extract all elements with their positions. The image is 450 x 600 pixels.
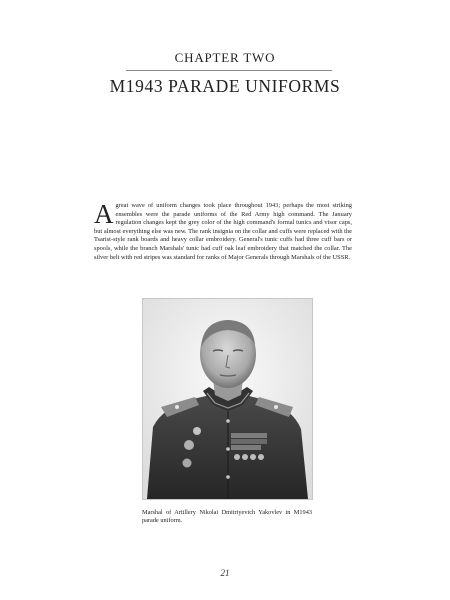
chapter-title: M1943 PARADE UNIFORMS — [109, 76, 341, 96]
photo-caption: Marshal of Artillery Nikolai Dmitriyevich Yakovlev in M1943 parade uniform. — [142, 509, 312, 525]
page-number: 21 — [220, 568, 230, 578]
body-paragraph — [94, 199, 352, 262]
chapter-title-rule — [126, 70, 332, 71]
body-text: great wave of uniform changes took place throughout 1943; perhaps the most striking ensembles were the parade uniforms of the Red Army high command. The January regulation changes kept the grey color of the high command's formal tunics and visor caps, but almost everything else was new. The rank insignia on the collar and cuffs were replaced with the Tsarist-style rank boards and heavy collar embroidery. General's tunic cuffs had three cuff bars or spools, while the branch Marshals' tunic had cuff oak leaf embroidery that matched the collar. The silver belt with red stripes was standard for ranks of Major Generals through Marshals of the USSR. — [94, 202, 352, 261]
portrait-photo — [142, 298, 313, 500]
drop-cap: A — [94, 199, 114, 229]
chapter-label: CHAPTER TWO — [174, 50, 276, 65]
